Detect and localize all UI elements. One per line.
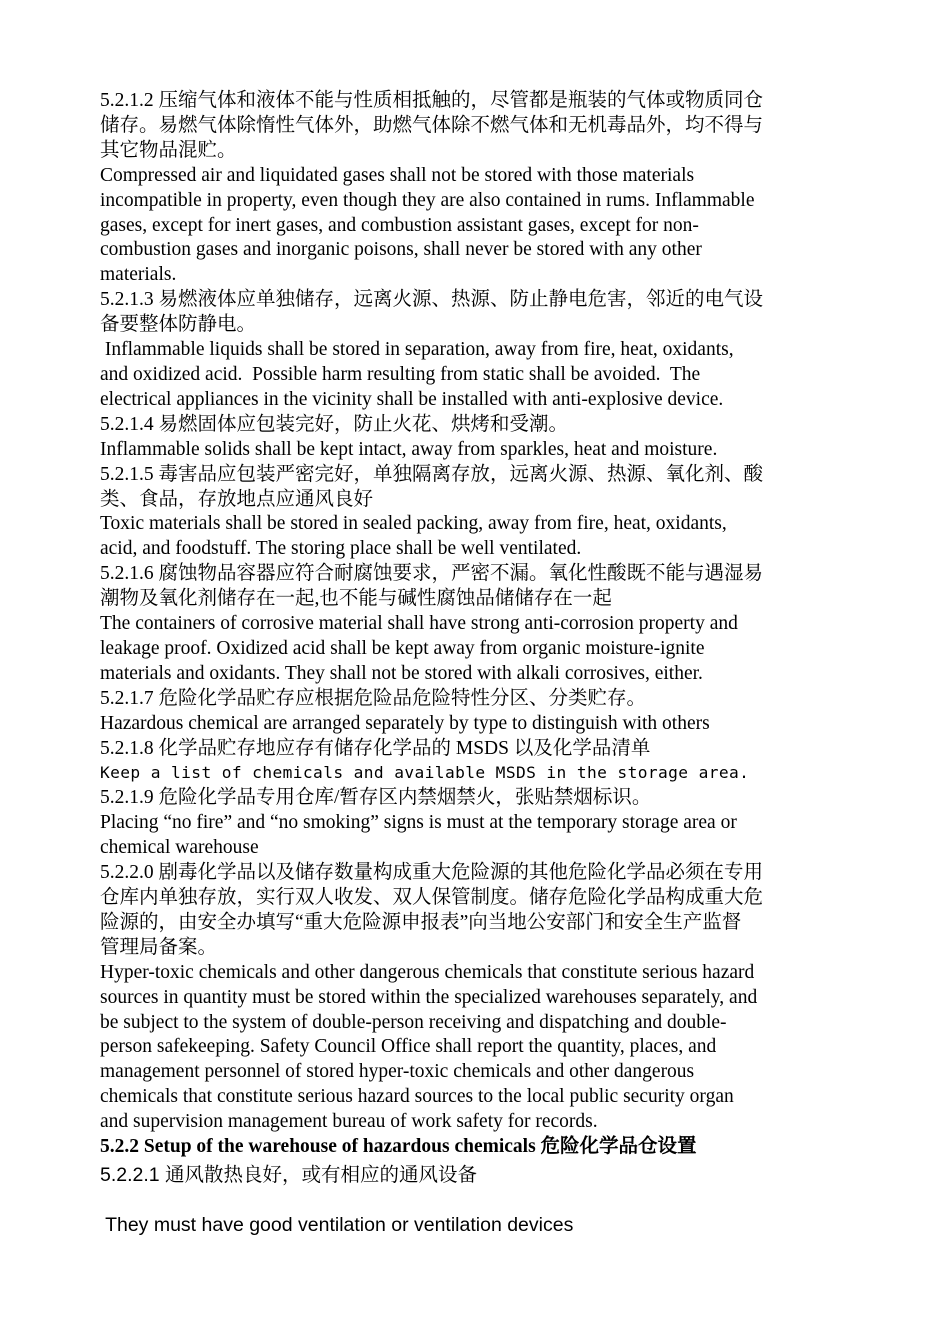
section-5-2-1-7: [100, 687, 870, 737]
en-line: management personnel of stored hyper-toxic chemicals and other dangerous: [100, 1061, 695, 1083]
zh-line: 潮物及氧化剂储存在一起,也不能与碱性腐蚀品储储存在一起: [100, 588, 612, 610]
section-5-2-1-2: [100, 89, 870, 288]
document-page: [100, 89, 870, 1238]
zh-line: 管理局备案。: [100, 936, 218, 958]
en-line: Compressed air and liquidated gases shall not be stored with those materials: [100, 164, 695, 186]
en-line: person safekeeping. Safety Council Office shall report the quantity, places, and: [100, 1036, 717, 1058]
en-line: chemicals that constitute serious hazard sources to the local public security organ: [100, 1086, 734, 1108]
en-line: gases, except for inert gases, and combustion assistant gases, except for non-: [100, 214, 699, 236]
en-line: The containers of corrosive material shall have strong anti-corrosion property and: [100, 613, 738, 635]
en-line-mono: Keep a list of chemicals and available MSDS in the storage area.: [100, 763, 750, 783]
en-line: be subject to the system of double-person receiving and dispatching and double-: [100, 1011, 727, 1033]
en-line: combustion gases and inorganic poisons, shall never be stored with any other: [100, 239, 702, 261]
section-5-2-1-3: [100, 288, 870, 413]
zh-line: 5.2.1.7 危险化学品贮存应根据危险品危险特性分区、分类贮存。: [100, 687, 647, 709]
section-5-2-2-0: [100, 861, 870, 1135]
en-line: Inflammable solids shall be kept intact, away from sparkles, heat and moisture.: [100, 438, 718, 460]
en-line: materials and oxidants. They shall not be stored with alkali corrosives, either.: [100, 662, 703, 684]
en-line: Hyper-toxic chemicals and other dangerous chemicals that constitute serious hazard: [100, 961, 755, 983]
en-line: Placing “no fire” and “no smoking” signs is must at the temporary storage area or: [100, 812, 737, 834]
en-line: incompatible in property, even though they are also contained in rums. Inflammable: [100, 189, 755, 211]
en-line: and oxidized acid. Possible harm resulting from static shall be avoided. The: [100, 363, 701, 385]
en-line: materials.: [100, 264, 177, 286]
zh-line: 5.2.1.5 毒害品应包装严密完好，单独隔离存放，远离火源、热源、氧化剂、酸: [100, 463, 764, 485]
zh-line: 备要整体防静电。: [100, 314, 257, 336]
zh-line: 5.2.1.6 腐蚀物品容器应符合耐腐蚀要求，严密不漏。氧化性酸既不能与遇湿易: [100, 563, 764, 585]
zh-line: 类、食品，存放地点应通风良好: [100, 488, 374, 510]
en-line: electrical appliances in the vicinity shall be installed with anti-explosive device.: [100, 388, 724, 410]
en-line: and supervision management bureau of work safety for records.: [100, 1111, 598, 1133]
zh-line: 5.2.1.8 化学品贮存地应存有储存化学品的 MSDS 以及化学品清单: [100, 737, 651, 759]
zh-line: 储存。易燃气体除惰性气体外，助燃气体除不燃气体和无机毒品外，均不得与: [100, 114, 764, 136]
section-5-2-1-8: [100, 737, 870, 787]
section-5-2-1-9: [100, 786, 870, 861]
en-line: Toxic materials shall be stored in sealed packing, away from fire, heat, oxidants,: [100, 513, 727, 535]
section-5-2-1-5: [100, 463, 870, 563]
section-heading-5-2-2: 5.2.2 Setup of the warehouse of hazardous chemicals 危险化学品仓设置: [100, 1136, 697, 1158]
zh-line: 5.2.2.0 剧毒化学品以及储存数量构成重大危险源的其他危险化学品必须在专用: [100, 862, 764, 884]
en-line: chemical warehouse: [100, 837, 259, 859]
zh-line: 5.2.1.2 压缩气体和液体不能与性质相抵触的，尽管都是瓶装的气体或物质同仓: [100, 90, 764, 111]
zh-line: 5.2.1.3 易燃液体应单独储存，远离火源、热源、防止静电危害，邻近的电气设: [100, 289, 764, 311]
en-line: leakage proof. Oxidized acid shall be kept away from organic moisture-ignite: [100, 637, 705, 659]
section-5-2-1-4: [100, 413, 870, 463]
zh-line: 5.2.1.4 易燃固体应包装完好，防止火花、烘烤和受潮。: [100, 413, 569, 435]
en-line: acid, and foodstuff. The storing place shall be well ventilated.: [100, 538, 582, 560]
item-5-2-2-1-en: They must have good ventilation or ventilation devices: [100, 1213, 574, 1236]
section-5-2-1-6: [100, 562, 870, 687]
zh-line: 其它物品混贮。: [100, 139, 237, 161]
en-line: sources in quantity must be stored within the specialized warehouses separately, and: [100, 986, 758, 1008]
zh-line: 5.2.1.9 危险化学品专用仓库/暂存区内禁烟禁火，张贴禁烟标识。: [100, 787, 652, 809]
en-line: Hazardous chemical are arranged separately by type to distinguish with others: [100, 712, 710, 734]
zh-line: 险源的，由安全办填写“重大危险源申报表”向当地公安部门和安全生产监督: [100, 911, 742, 933]
zh-line: 仓库内单独存放，实行双人收发、双人保管制度。储存危险化学品构成重大危: [100, 887, 764, 908]
item-5-2-2-1-zh: 5.2.2.1 通风散热良好，或有相应的通风设备: [100, 1163, 478, 1186]
en-line: Inflammable liquids shall be stored in separation, away from fire, heat, oxidants,: [100, 339, 734, 361]
